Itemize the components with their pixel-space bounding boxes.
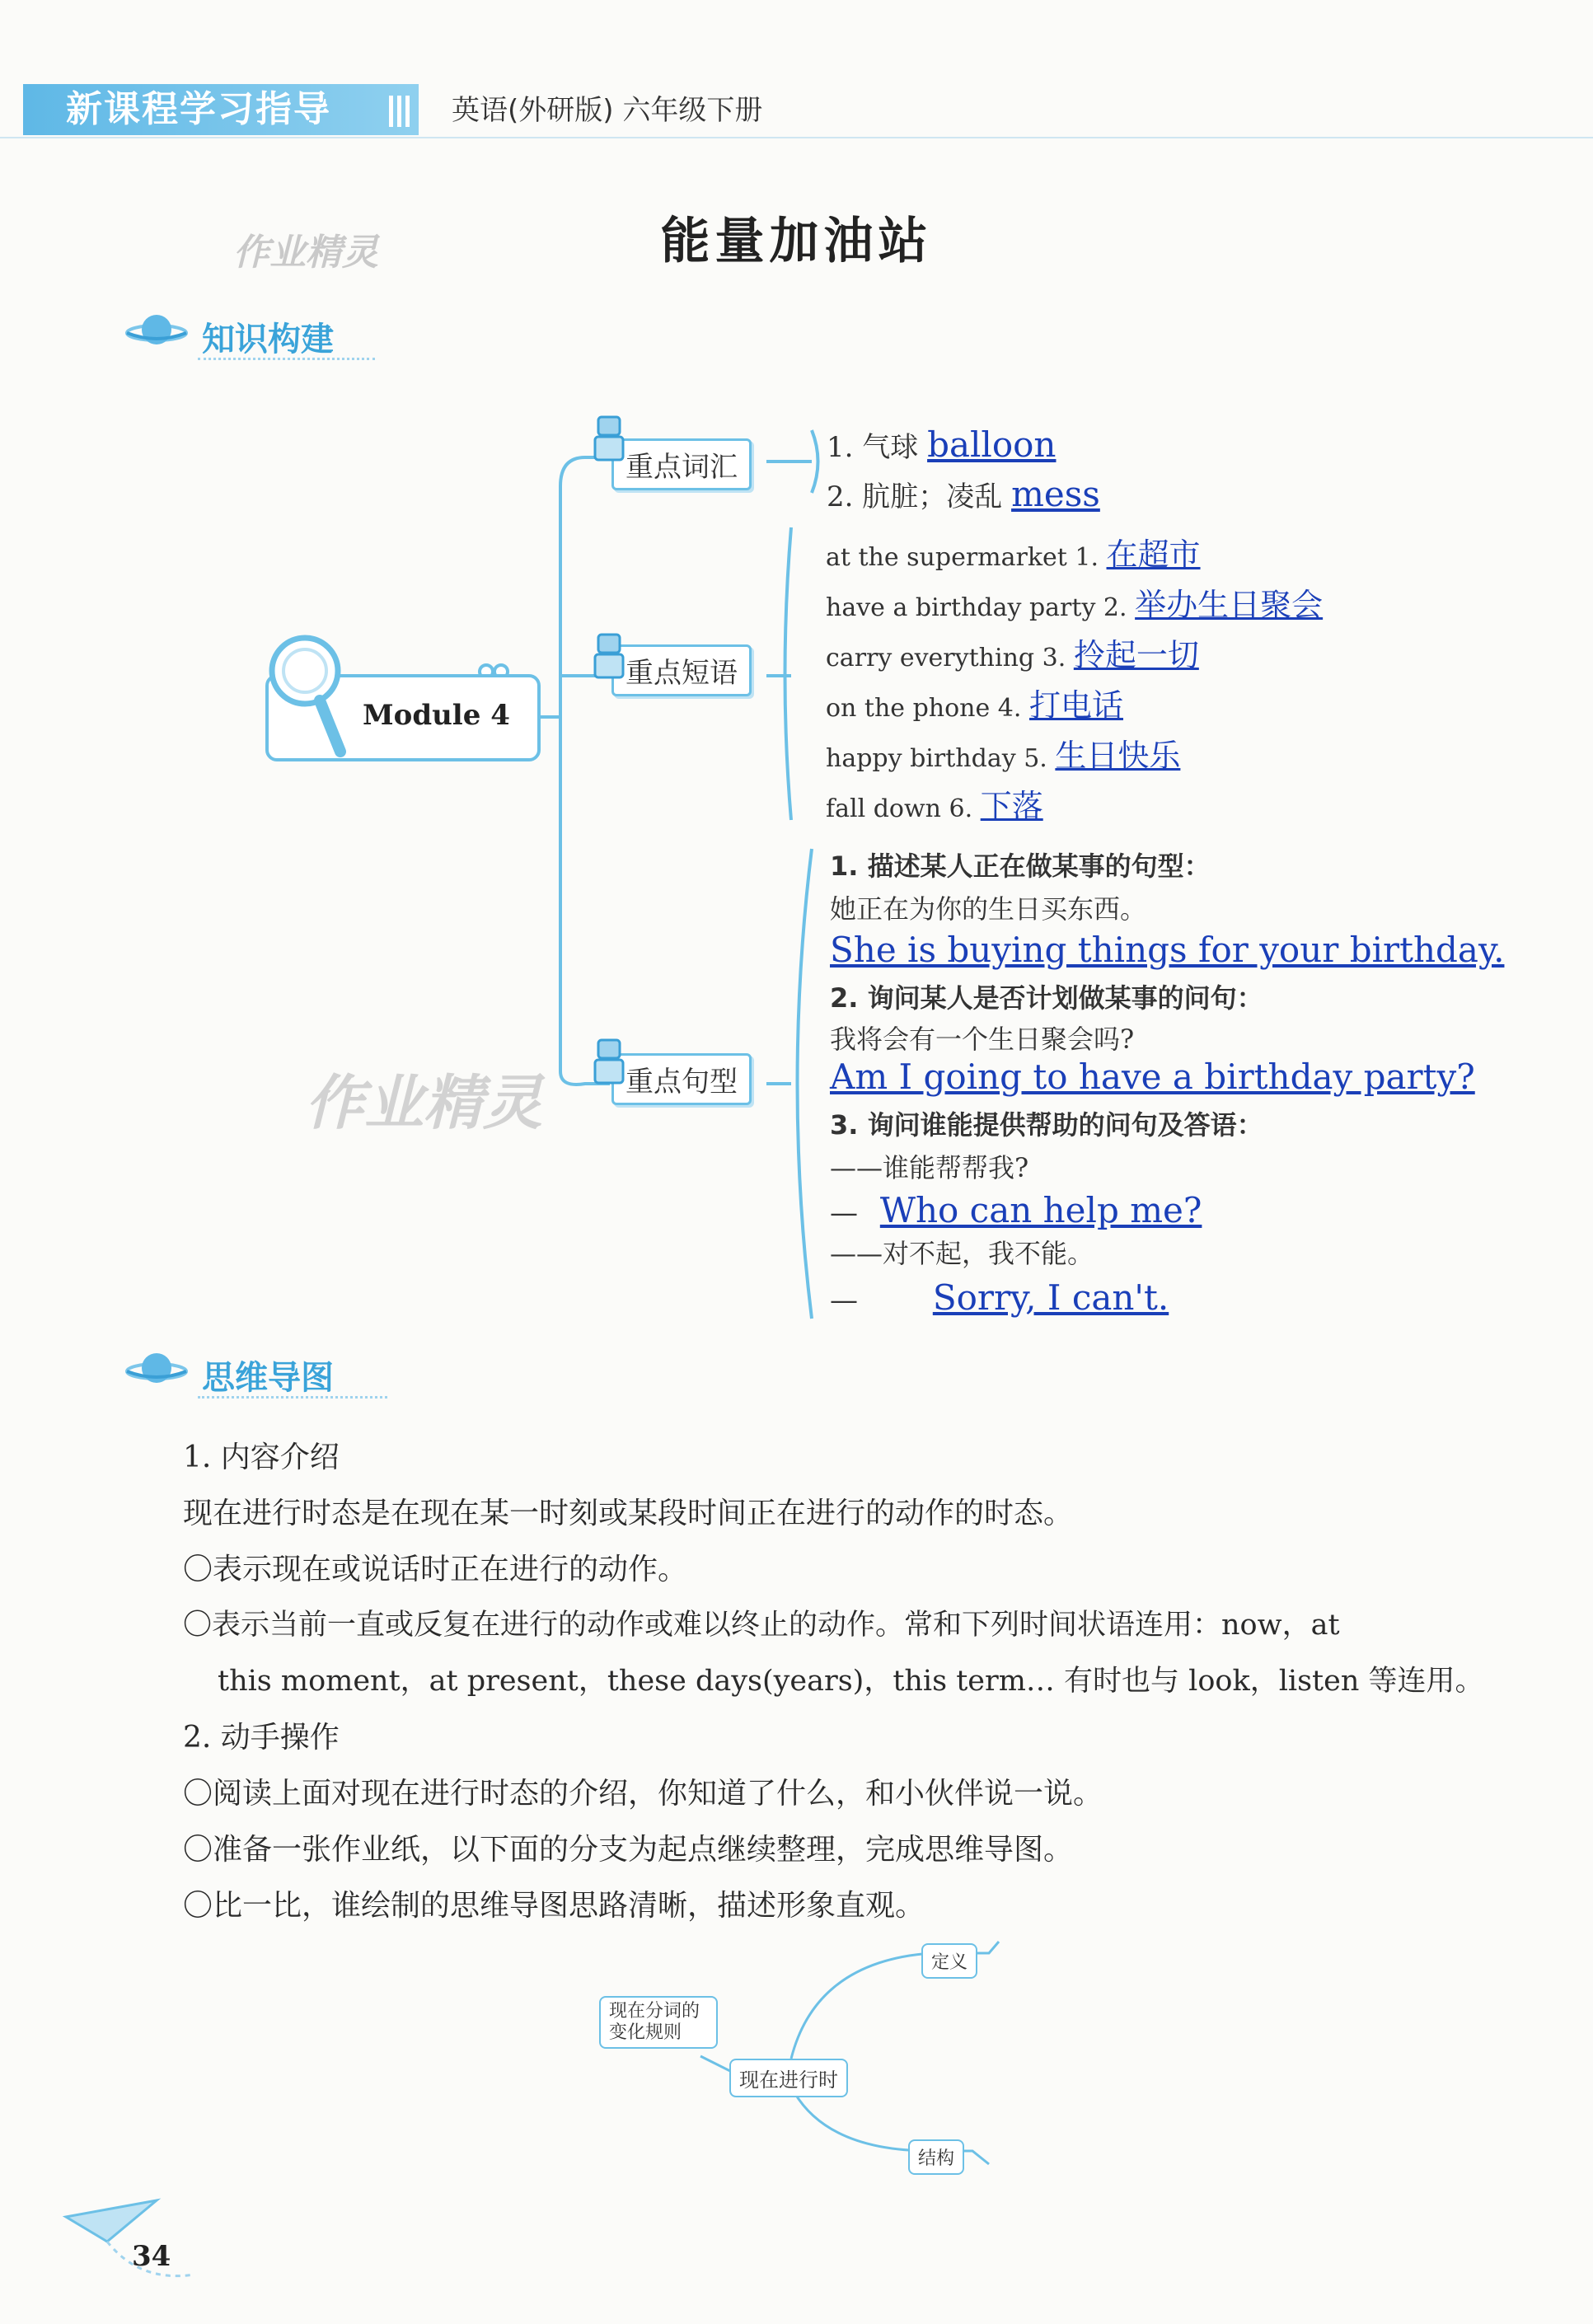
planet-icon <box>124 307 190 356</box>
sentence-heading: 2. 询问某人是否计划做某事的问句： <box>830 982 1263 1014</box>
header-stripes-icon <box>387 92 412 130</box>
content-bullet: 〇表示当前一直或反复在进行的动作或难以终止的动作。常和下列时间状语连用：now，at <box>183 1609 1340 1642</box>
operation-bullet: 〇比一比，谁绘制的思维导图思路清晰，描述形象直观。 <box>183 1889 925 1923</box>
dialog-cn: ——谁能帮帮我? <box>830 1152 1029 1183</box>
content-bullet: 〇表示现在或说话时正在进行的动作。 <box>183 1553 688 1586</box>
sentence-heading: 1. 描述某人正在做某事的句型： <box>830 850 1211 882</box>
phrase-item: happy birthday 5. 生日快乐 <box>826 738 1181 774</box>
watermark: 作业精灵 <box>233 232 378 274</box>
operation-heading: 2. 动手操作 <box>183 1721 340 1755</box>
section-title-mindmap: 思维导图 <box>202 1359 334 1397</box>
robot-icon <box>588 628 630 686</box>
page-title: 能量加油站 <box>660 213 933 270</box>
mini-map-node-rules: 现在分词的变化规则 <box>599 1996 718 2049</box>
content-paragraph: 现在进行时态是在现在某一时刻或某段时间正在进行的动作的时态。 <box>183 1497 1074 1530</box>
watermark: 作业精灵 <box>305 1068 543 1137</box>
branch-vocab: 重点词汇 <box>611 438 752 490</box>
content-heading: 1. 内容介绍 <box>183 1441 340 1474</box>
phrase-item: have a birthday party 2. 举办生日聚会 <box>826 587 1324 623</box>
phrase-answer: 下落 <box>980 788 1043 824</box>
robot-icon <box>588 410 630 468</box>
dialog-answer: Who can help me? <box>879 1190 1202 1230</box>
mini-map-center: 现在进行时 <box>729 2059 848 2097</box>
vocab-item: 1. 气球 balloon <box>827 424 1057 465</box>
section-underline <box>198 1393 387 1399</box>
robot-icon <box>588 1033 630 1091</box>
sentence-answer: She is buying things for your birthday. <box>830 930 1505 970</box>
dialog-answer: Sorry, I can't. <box>932 1277 1169 1318</box>
phrase-item: at the supermarket 1. 在超市 <box>826 536 1201 573</box>
section-underline <box>198 354 375 360</box>
phrase-answer: 拎起一切 <box>1073 637 1199 673</box>
header-brand: 新课程学习指导 <box>23 84 419 135</box>
phrase-item: on the phone 4. 打电话 <box>826 687 1123 724</box>
mind-map-root: Module 4 <box>363 699 510 732</box>
mini-map-node-definition: 定义 <box>921 1943 977 1979</box>
vocab-answer: balloon <box>927 424 1057 465</box>
magnifier-icon <box>262 628 353 768</box>
phrase-answer: 生日快乐 <box>1055 738 1181 774</box>
phrase-answer: 在超市 <box>1106 536 1201 573</box>
page-number: 34 <box>132 2240 171 2273</box>
dialog-line: — Who can help me? <box>830 1190 1202 1230</box>
phrase-item: fall down 6. 下落 <box>826 788 1043 824</box>
operation-bullet: 〇阅读上面对现在进行时态的介绍，你知道了什么，和小伙伴说一说。 <box>183 1777 1103 1811</box>
dialog-cn: ——对不起，我不能。 <box>830 1238 1094 1269</box>
paper-plane-icon <box>58 2192 198 2291</box>
section-title-knowledge: 知识构建 <box>202 321 334 358</box>
sentence-answer: Am I going to have a birthday party? <box>830 1057 1475 1097</box>
branch-sentences: 重点句型 <box>611 1053 752 1105</box>
header-subtitle: 英语(外研版) 六年级下册 <box>452 94 763 127</box>
phrase-answer: 举办生日聚会 <box>1135 587 1324 623</box>
planet-icon <box>124 1345 190 1394</box>
phrase-answer: 打电话 <box>1028 687 1123 724</box>
mini-map-node-structure: 结构 <box>908 2139 964 2175</box>
branch-phrases: 重点短语 <box>611 644 752 696</box>
operation-bullet: 〇准备一张作业纸，以下面的分支为起点继续整理，完成思维导图。 <box>183 1833 1074 1867</box>
vocab-item: 2. 肮脏；凌乱 mess <box>827 474 1100 514</box>
sentence-cn: 她正在为你的生日买东西。 <box>830 893 1147 925</box>
header-divider <box>0 137 1593 138</box>
phrase-item: carry everything 3. 拎起一切 <box>826 637 1199 673</box>
sentence-cn: 我将会有一个生日聚会吗? <box>830 1024 1135 1055</box>
vocab-answer: mess <box>1011 474 1100 514</box>
content-bullet-continuation: this moment，at present，these days(years)，this term… 有时也与 look，listen 等连用。 <box>218 1665 1484 1698</box>
sentence-heading: 3. 询问谁能提供帮助的问句及答语： <box>830 1109 1263 1141</box>
dialog-line: — Sorry, I can't. <box>830 1277 1169 1318</box>
